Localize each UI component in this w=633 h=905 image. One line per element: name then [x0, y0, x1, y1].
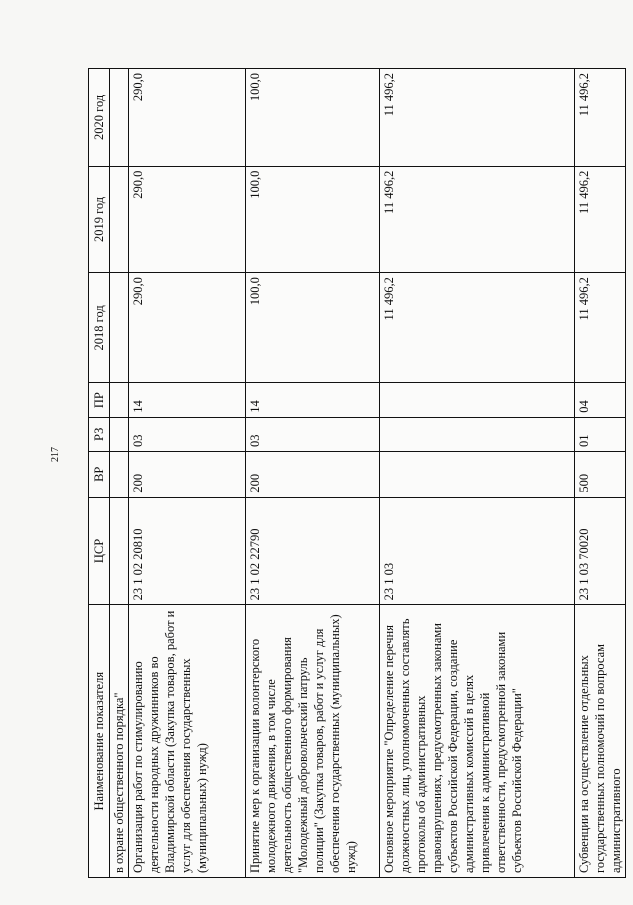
row-vr: 500: [575, 451, 626, 497]
header-2020: 2020 год: [89, 69, 110, 167]
row-rz: 03: [129, 417, 246, 451]
row-pr: 04: [575, 383, 626, 417]
section-empty-cell: [110, 383, 129, 417]
row-2020: 11 496,2: [575, 69, 626, 167]
row-pr: [380, 383, 575, 417]
row-rz: 01: [575, 417, 626, 451]
header-row: [89, 69, 110, 878]
budget-table: [88, 68, 626, 878]
header-csr: ЦСР: [89, 497, 110, 605]
table-row: [246, 69, 380, 878]
row-pr: 14: [129, 383, 246, 417]
row-csr: 23 1 03 70020: [575, 497, 626, 605]
row-2018: 11 496,2: [575, 273, 626, 383]
row-name: Основное мероприятие "Определение перечня должностных лиц, уполномоченных составлять протоколы об административных правонарушениях, предусмотренных законами субъектов Российской Федерации, создание административных комиссий в целях привлечения к административной ответственности, предусмотренной законами субъектов Российской Федерации": [380, 605, 575, 878]
section-empty-cell: [110, 417, 129, 451]
section-label: в охране общественного порядка": [110, 605, 129, 878]
row-csr: 23 1 02 20810: [129, 497, 246, 605]
header-pr: ПР: [89, 383, 110, 417]
row-2018: 290,0: [129, 273, 246, 383]
header-rz: РЗ: [89, 417, 110, 451]
section-row: [110, 69, 129, 878]
row-rz: 03: [246, 417, 380, 451]
row-2019: 100,0: [246, 166, 380, 273]
section-empty-cell: [110, 451, 129, 497]
section-empty-cell: [110, 497, 129, 605]
row-2020: 290,0: [129, 69, 246, 167]
header-2018: 2018 год: [89, 273, 110, 383]
row-rz: [380, 417, 575, 451]
row-2018: 11 496,2: [380, 273, 575, 383]
section-empty-cell: [110, 166, 129, 273]
row-name: Организация работ по стимулированию деятельности народных дружинников во Владимирской области (Закупка товаров, работ и услуг для обеспечения государственных (муниципальных) нужд): [129, 605, 246, 878]
row-2020: 11 496,2: [380, 69, 575, 167]
table-row: [380, 69, 575, 878]
section-empty-cell: [110, 69, 129, 167]
row-vr: [380, 451, 575, 497]
row-2019: 11 496,2: [575, 166, 626, 273]
header-2019: 2019 год: [89, 166, 110, 273]
row-2020: 100,0: [246, 69, 380, 167]
table-row: [129, 69, 246, 878]
row-csr: 23 1 03: [380, 497, 575, 605]
row-pr: 14: [246, 383, 380, 417]
header-name: Наименование показателя: [89, 605, 110, 878]
row-2019: 11 496,2: [380, 166, 575, 273]
row-name: Субвенции на осуществление отдельных государственных полномочий по вопросам административного: [575, 605, 626, 878]
row-2018: 100,0: [246, 273, 380, 383]
section-empty-cell: [110, 273, 129, 383]
page-number: 217: [50, 447, 61, 462]
row-csr: 23 1 02 22790: [246, 497, 380, 605]
header-vr: ВР: [89, 451, 110, 497]
row-vr: 200: [246, 451, 380, 497]
table-row: [575, 69, 626, 878]
row-name: Принятие мер к организации волонтерского молодежного движения, в том числе деятельность общественного формирования "Молодежный добровольческий патруль полиции" (Закупка товаров, работ и услуг для обеспечения государственных (муниципальных) нужд): [246, 605, 380, 878]
row-2019: 290,0: [129, 166, 246, 273]
row-vr: 200: [129, 451, 246, 497]
